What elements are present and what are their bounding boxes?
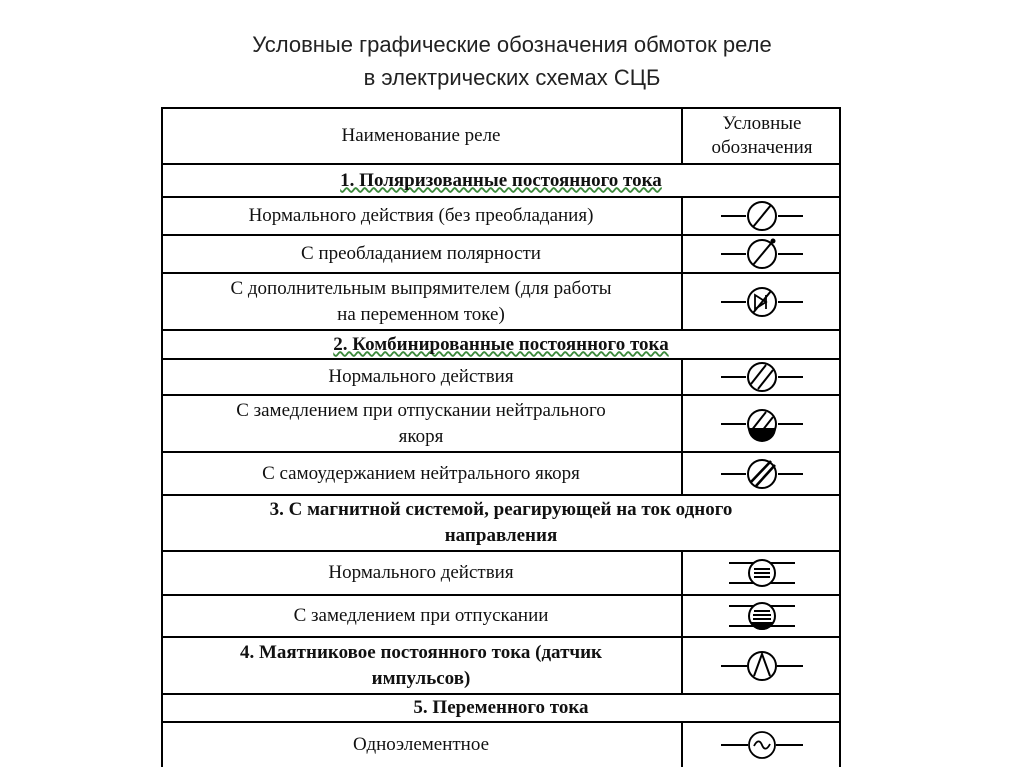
header-symbol-line-1: Условные xyxy=(722,113,802,134)
section-label: 1. Поляризованные постоянного тока xyxy=(340,169,662,191)
relay-name: Нормального действия (без преобладания) xyxy=(248,205,594,226)
unidirectional-slow-release-relay-symbol xyxy=(717,596,807,636)
table-row xyxy=(161,358,841,394)
relay-name: С дополнительным выпрямителем (для работы на переменном токе) xyxy=(230,277,612,325)
page-title xyxy=(0,28,1024,94)
polarized-preference-relay-symbol xyxy=(717,234,807,274)
header-symbol-cell xyxy=(681,109,841,163)
table-row xyxy=(161,234,841,272)
section-label-line-1: 3. С магнитной системой, реагирующей на ток одного xyxy=(269,499,733,520)
table-row xyxy=(161,272,841,329)
combined-normal-relay-symbol xyxy=(717,357,807,397)
title-line-1: Условные графические обозначения обмоток реле xyxy=(252,32,772,57)
relay-name: Нормального действия xyxy=(328,366,514,387)
relay-symbols-table xyxy=(161,107,841,767)
section-label: 2. Комбинированные постоянного тока xyxy=(333,333,669,355)
table-row xyxy=(161,594,841,636)
combined-slow-release-relay-symbol xyxy=(717,404,807,444)
section-header xyxy=(161,494,841,550)
table-row xyxy=(161,394,841,451)
section-label-line-2: направления xyxy=(444,525,558,546)
relay-name: С замедлением при отпускании xyxy=(293,605,549,626)
title-line-2: в электрических схемах СЦБ xyxy=(363,65,661,90)
header-name-cell: Наименование реле xyxy=(341,125,501,146)
unidirectional-normal-relay-symbol xyxy=(717,553,807,593)
relay-name: С замедлением при отпускании нейтрального якоря xyxy=(236,399,606,447)
section-header xyxy=(161,329,841,358)
table-header-row xyxy=(161,107,841,163)
table-row xyxy=(161,451,841,494)
relay-name: Нормального действия xyxy=(328,562,514,583)
ac-single-element-relay-symbol xyxy=(717,725,807,765)
table-row xyxy=(161,721,841,767)
section-header xyxy=(161,693,841,721)
header-symbol-line-2: обозначения xyxy=(711,137,813,158)
section-label-line-1: 4. Маятниковое постоянного тока (датчик xyxy=(239,641,603,663)
combined-self-holding-relay-symbol xyxy=(717,454,807,494)
relay-name: С преобладанием полярности xyxy=(301,243,541,264)
polarized-rectifier-relay-symbol xyxy=(717,282,807,322)
polarized-normal-relay-symbol xyxy=(717,196,807,236)
pendulum-relay-symbol xyxy=(717,646,807,686)
table-row xyxy=(161,196,841,234)
section-label: 5. Переменного тока xyxy=(413,697,589,718)
relay-name: Одноэлементное xyxy=(352,734,490,755)
section-header xyxy=(161,163,841,196)
relay-name: С самоудержанием нейтрального якоря xyxy=(262,462,580,484)
section-header xyxy=(161,636,841,693)
table-row xyxy=(161,550,841,594)
section-label-line-2: импульсов) xyxy=(371,667,471,689)
